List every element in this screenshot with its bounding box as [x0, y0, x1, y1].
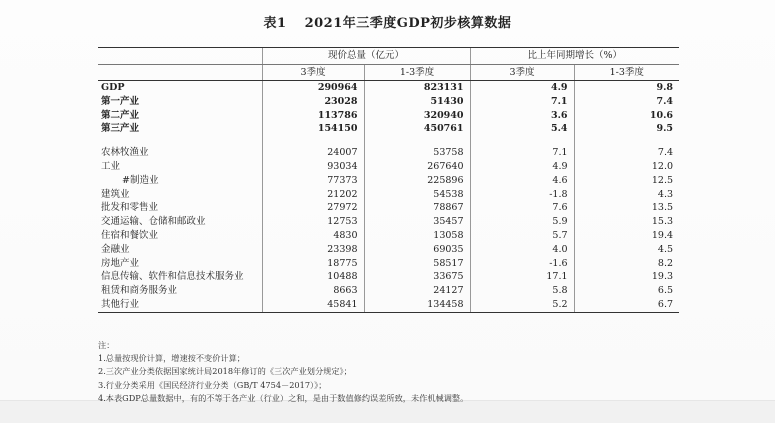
cell-value: 5.2: [470, 298, 574, 312]
cell-value: 23398: [262, 243, 364, 257]
table-row: [98, 109, 679, 123]
header-q3-growth: 3季度: [470, 65, 574, 81]
header-growth: 比上年同期增长（%）: [470, 48, 679, 65]
cell-value: 78867: [364, 201, 470, 215]
note-item: 3.行业分类采用《国民经济行业分类（GB/T 4754－2017）》；: [98, 379, 327, 390]
cell-value: 24127: [364, 284, 470, 298]
row-label: 交通运输、仓储和邮政业: [101, 216, 206, 228]
row-label: 第三产业: [101, 123, 140, 135]
cell-value: -1.8: [470, 188, 574, 202]
cell-value: 5.4: [470, 122, 574, 136]
row-label: 金融业: [101, 243, 130, 255]
cell-value: 19.3: [574, 270, 679, 284]
table-number: 表1: [263, 16, 287, 31]
table-title: [0, 12, 775, 31]
row-label: 住宿和餐饮业: [101, 229, 159, 241]
table-row: [98, 81, 679, 95]
note-item: 2.三次产业分类依据国家统计局2018年修订的《三次产业划分规定》；: [98, 366, 352, 377]
cell-value: 4.9: [470, 81, 574, 95]
gdp-table: [98, 47, 679, 313]
spacer-row: [98, 136, 679, 146]
cell-value: 21202: [262, 188, 364, 202]
table-notes: [98, 339, 688, 405]
table-row: [98, 160, 679, 174]
cell-value: 823131: [364, 81, 470, 95]
header-q1-3-total: 1-3季度: [364, 65, 470, 81]
cell-value: 12.0: [574, 160, 679, 174]
table-title-text: 2021年三季度GDP初步核算数据: [304, 16, 512, 31]
row-label: 第一产业: [101, 95, 140, 107]
header-blank-2: [98, 65, 262, 81]
cell-value: 113786: [262, 109, 364, 123]
cell-value: 9.8: [574, 81, 679, 95]
cell-value: 19.4: [574, 229, 679, 243]
cell-value: 8.2: [574, 257, 679, 271]
cell-value: 154150: [262, 122, 364, 136]
cell-value: 54538: [364, 188, 470, 202]
cell-value: 6.7: [574, 298, 679, 312]
header-row-groups: [98, 48, 679, 65]
cell-value: 3.6: [470, 109, 574, 123]
cell-value: 9.5: [574, 122, 679, 136]
row-label: 租赁和商务服务业: [101, 285, 178, 297]
note-item: 4.本表GDP总量数据中，有的不等于各产业（行业）之和，是由于数值修约误差所致，未作机械调整。: [98, 392, 469, 403]
table-row: [98, 188, 679, 202]
cell-value: 4.6: [470, 174, 574, 188]
table-row: [98, 257, 679, 271]
cell-value: 24007: [262, 146, 364, 160]
cell-value: 290964: [262, 81, 364, 95]
header-blank: [98, 48, 262, 65]
row-label: 农林牧渔业: [101, 147, 149, 159]
cell-value: 4.3: [574, 188, 679, 202]
cell-value: 5.9: [470, 215, 574, 229]
row-label: 批发和零售业: [101, 202, 159, 214]
table-row: [98, 215, 679, 229]
cell-value: 13.5: [574, 201, 679, 215]
cell-value: 5.7: [470, 229, 574, 243]
cell-value: 4.9: [470, 160, 574, 174]
row-label: 房地产业: [101, 257, 140, 269]
cell-value: 10.6: [574, 109, 679, 123]
row-label: GDP: [101, 82, 125, 93]
header-current-price: 现价总量（亿元）: [262, 48, 470, 65]
row-label: 工业: [101, 160, 121, 172]
cell-value: 17.1: [470, 270, 574, 284]
cell-value: 77373: [262, 174, 364, 188]
gdp-table-container: [98, 47, 679, 313]
cell-value: 12753: [262, 215, 364, 229]
row-label: #制造业: [122, 174, 159, 186]
cell-value: 6.5: [574, 284, 679, 298]
cell-value: 134458: [364, 298, 470, 312]
table-row: [98, 174, 679, 188]
cell-value: 93034: [262, 160, 364, 174]
cell-value: 27972: [262, 201, 364, 215]
row-label: 其他行业: [98, 298, 262, 312]
cell-value: 18775: [262, 257, 364, 271]
table-row: [98, 270, 679, 284]
header-row-periods: [98, 65, 679, 81]
cell-value: 7.4: [574, 146, 679, 160]
cell-value: 13058: [364, 229, 470, 243]
table-row: [98, 229, 679, 243]
row-label: 建筑业: [101, 188, 130, 200]
note-item: 1.总量按现价计算，增速按不变价计算；: [98, 353, 245, 364]
cell-value: 45841: [262, 298, 364, 312]
table-row: [98, 201, 679, 215]
row-label: 信息传输、软件和信息技术服务业: [101, 271, 244, 283]
cell-value: 58517: [364, 257, 470, 271]
table-row: [98, 95, 679, 109]
row-label: 第二产业: [101, 109, 140, 121]
cell-value: 53758: [364, 146, 470, 160]
cell-value: 7.1: [470, 146, 574, 160]
notes-heading: 注：: [98, 340, 115, 350]
table-row: [98, 298, 679, 312]
cell-value: 225896: [364, 174, 470, 188]
cell-value: 267640: [364, 160, 470, 174]
cell-value: 5.8: [470, 284, 574, 298]
cell-value: 4830: [262, 229, 364, 243]
cell-value: 4.5: [574, 243, 679, 257]
cell-value: 23028: [262, 95, 364, 109]
cell-value: 450761: [364, 122, 470, 136]
cell-value: 51430: [364, 95, 470, 109]
cell-value: 33675: [364, 270, 470, 284]
table-row: [98, 122, 679, 136]
table-row: [98, 243, 679, 257]
cell-value: 15.3: [574, 215, 679, 229]
cell-value: 69035: [364, 243, 470, 257]
cell-value: 7.4: [574, 95, 679, 109]
cell-value: 7.6: [470, 201, 574, 215]
cell-value: 10488: [262, 270, 364, 284]
cell-value: 320940: [364, 109, 470, 123]
cell-value: 7.1: [470, 95, 574, 109]
header-q1-3-growth: 1-3季度: [574, 65, 679, 81]
cell-value: 12.5: [574, 174, 679, 188]
cell-value: 35457: [364, 215, 470, 229]
cell-value: 4.0: [470, 243, 574, 257]
table-row: [98, 146, 679, 160]
table-row: [98, 284, 679, 298]
header-q3-total: 3季度: [262, 65, 364, 81]
cell-value: -1.6: [470, 257, 574, 271]
cell-value: 8663: [262, 284, 364, 298]
